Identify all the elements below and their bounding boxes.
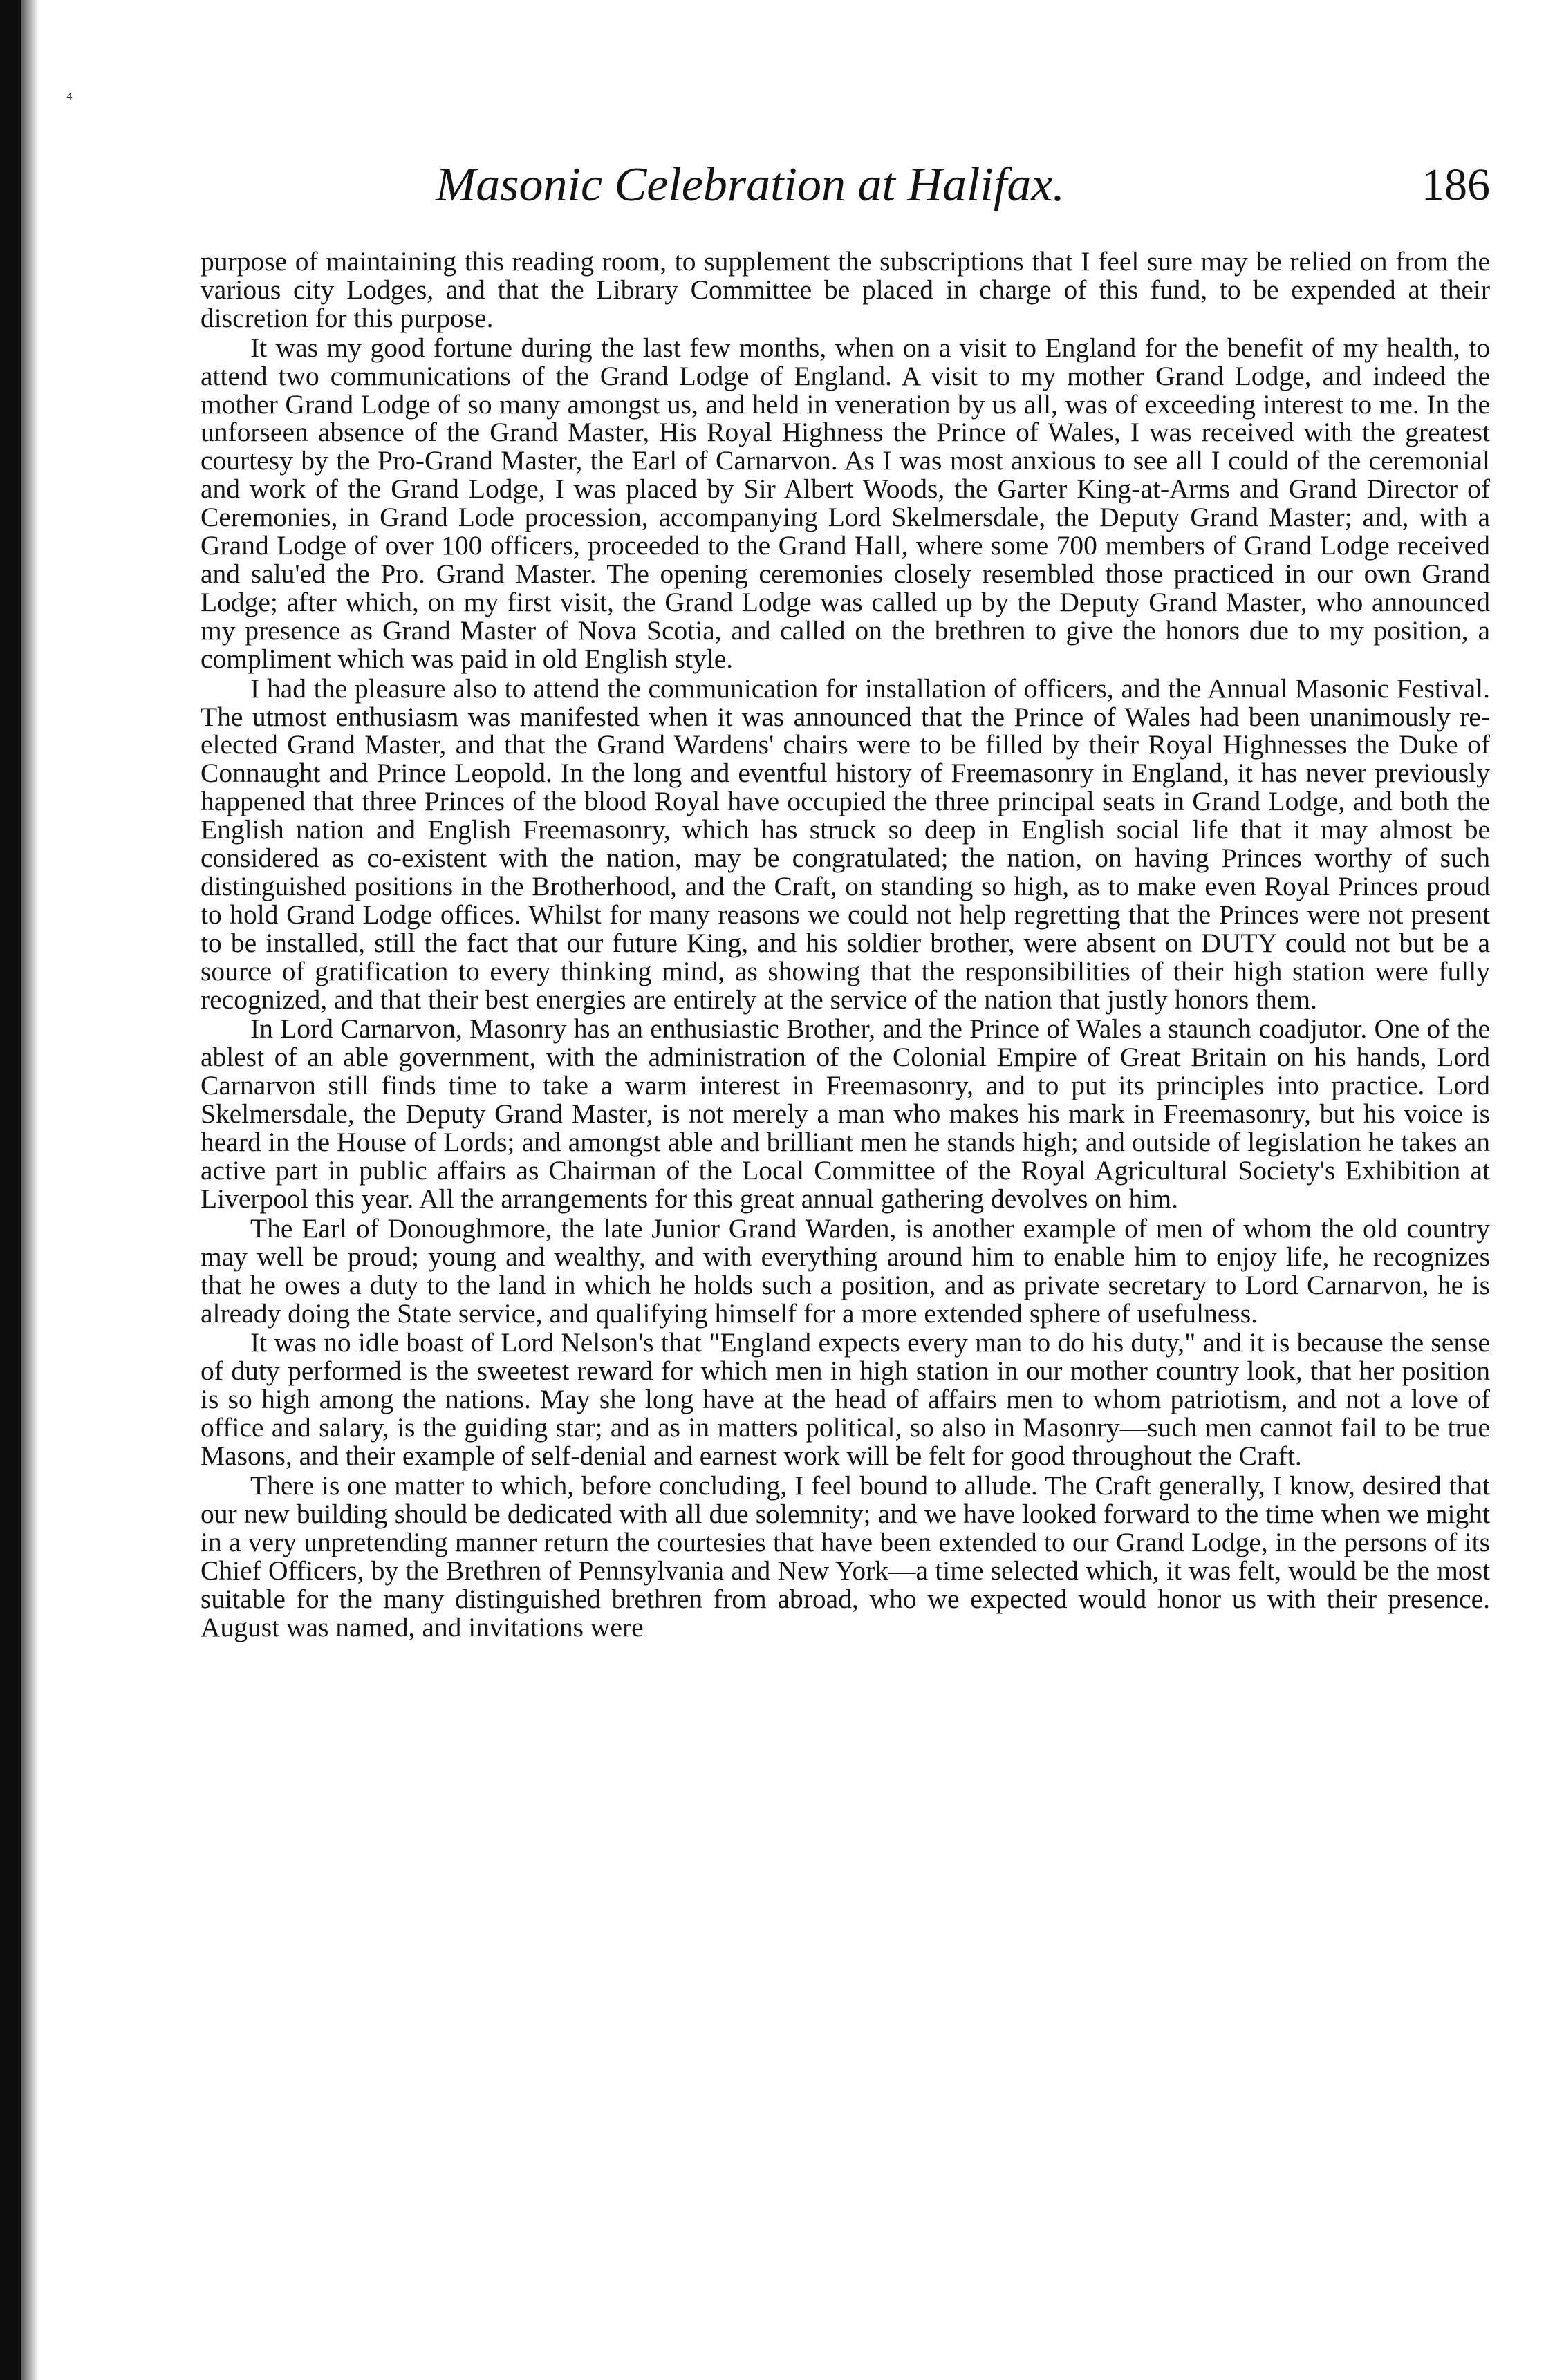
body-text [201, 247, 1490, 2363]
page-number: 186 [1422, 160, 1490, 210]
scan-edge [0, 0, 21, 2380]
paragraph-lord-nelson: It was no idle boast of Lord Nelson's that "England expects every man to do his duty," and it is because the sense of duty performed is the sweetest reward for which men in high station in our mother country look, that her position is so high among the nations. May she long have at the head of affairs men to whom patriotism, and not a love of office and salary, is the guiding star; and as in matters political, so also in Masonry—such men cannot fail to be true Masons, and their example of self-denial and earnest work will be felt for good throughout the Craft. [201, 1327, 1490, 1472]
paragraph-dedication: There is one matter to which, before concluding, I feel bound to allude. The Craft generally, I know, desired that our new building should be dedicated with all due solemnity; and we have looked forward to the time when we might in a very unpretending manner return the courtesies that have been extended to our Grand Lodge, in the persons of its Chief Officers, by the Brethren of Pennsylvania and New York—a time selected which, it was felt, would be the most suitable for the many distinguished brethren from abroad, who we expected would honor us with their presence. August was named, and invitations were [201, 1470, 1490, 1642]
corner-mark: ⁴ [66, 88, 73, 109]
running-title: Masonic Celebration at Halifax. [436, 158, 1065, 212]
page-header [201, 153, 1490, 217]
scan-edge-shadow [21, 0, 39, 2380]
paragraph-earl-donoughmore: The Earl of Donoughmore, the late Junior Grand Warden, is another example of men of whom the old country may well be proud; young and wealthy, and with everything around him to enable him to enjoy life, he recognizes that he owes a duty to the land in which he holds such a position, and as private secretary to Lord Carnarvon, he is already doing the State service, and qualifying himself for a more extended sphere of usefulness. [201, 1212, 1490, 1329]
paragraph-continued: purpose of maintaining this reading room, to supplement the subscriptions that I feel sure may be relied on from the various city Lodges, and that the Library Committee be placed in charge of this fund, to be expended at their discretion for this purpose. [201, 247, 1490, 333]
paragraph-grand-lodge-england: It was my good fortune during the last few months, when on a visit to England for the benefit of my health, to attend two communications of the Grand Lodge of England. A visit to my mother Grand Lodge, and indeed the mother Grand Lodge of so many amongst us, and held in veneration by us all, was of exceeding interest to me. In the unforseen absence of the Grand Master, His Royal Highness the Prince of Wales, I was received with the greatest courtesy by the Pro-Grand Master, the Earl of Carnarvon. As I was most anxious to see all I could of the ceremonial and work of the Grand Lodge, I was placed by Sir Albert Woods, the Garter King-at-Arms and Grand Director of Ceremonies, in Grand Lode procession, accompanying Lord Skelmersdale, the Deputy Grand Master; and, with a Grand Lodge of over 100 officers, proceeded to the Grand Hall, where some 700 members of Grand Lodge received and salu'ed the Pro. Grand Master. The opening ceremonies closely resembled those practiced in our own Grand Lodge; after which, on my first visit, the Grand Lodge was called up by the Deputy Grand Master, who announced my presence as Grand Master of Nova Scotia, and called on the brethren to give the honors due to my position, a compliment which was paid in old English style. [201, 332, 1490, 674]
paragraph-lord-carnarvon: In Lord Carnarvon, Masonry has an enthusiastic Brother, and the Prince of Wales a staunch coadjutor. One of the ablest of an able government, with the administration of the Colonial Empire of Great Britain on his hands, Lord Carnarvon still finds time to take a warm interest in Freemasonry, and to put its principles into practice. Lord Skelmersdale, the Deputy Grand Master, is not merely a man who makes his mark in Freemasonry, but his voice is heard in the House of Lords; and amongst able and brilliant men he stands high; and outside of legislation he takes an active part in public affairs as Chairman of the Local Committee of the Royal Agricultural Society's Exhibition at Liverpool this year. All the arrangements for this great annual gathering devolves on him. [201, 1013, 1490, 1214]
paragraph-installation: I had the pleasure also to attend the communication for installation of officers, and the Annual Masonic Festival. The utmost enthusiasm was manifested when it was announced that the Prince of Wales had been unanimously re-elected Grand Master, and that the Grand Wardens' chairs were to be filled by their Royal Highnesses the Duke of Connaught and Prince Leopold. In the long and eventful history of Freemasonry in England, it has never previously happened that three Princes of the blood Royal have occupied the three principal seats in Grand Lodge, and both the English nation and English Freemasonry, which has struck so deep in English social life that it may almost be considered as co-existent with the nation, may be congratulated; the nation, on having Princes worthy of such distinguished positions in the Brotherhood, and the Craft, on standing so high, as to make even Royal Princes proud to hold Grand Lodge offices. Whilst for many reasons we could not help regretting that the Princes were not present to be installed, still the fact that our future King, and his soldier brother, were absent on DUTY could not but be a source of gratification to every thinking mind, as showing that the responsibilities of their high station were fully recognized, and that their best energies are entirely at the service of the nation that justly honors them. [201, 673, 1490, 1015]
